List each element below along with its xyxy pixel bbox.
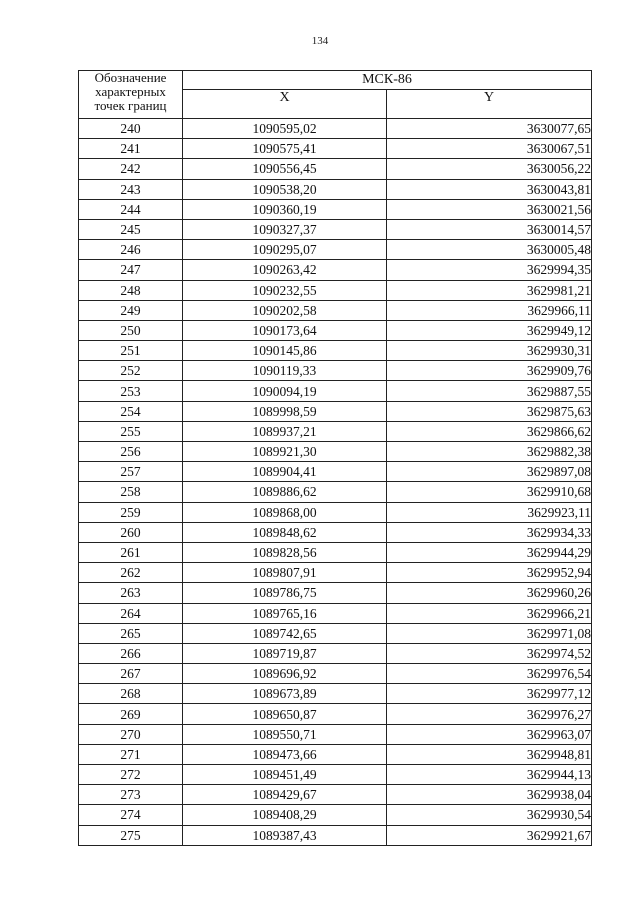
y-coordinate-cell: 3629921,67 <box>387 825 592 845</box>
table-row <box>79 603 592 623</box>
point-number-cell: 274 <box>79 805 183 825</box>
x-coordinate-cell: 1090263,42 <box>183 260 387 280</box>
table-header <box>79 71 592 119</box>
table-row <box>79 320 592 340</box>
y-coordinate-cell: 3629930,54 <box>387 805 592 825</box>
point-number-cell: 256 <box>79 442 183 462</box>
y-coordinate-cell: 3630056,22 <box>387 159 592 179</box>
x-coordinate-cell: 1089786,75 <box>183 583 387 603</box>
x-coordinate-cell: 1090327,37 <box>183 219 387 239</box>
y-coordinate-cell: 3630043,81 <box>387 179 592 199</box>
point-number-cell: 258 <box>79 482 183 502</box>
page-number: 134 <box>311 35 329 47</box>
x-coordinate-cell: 1089719,87 <box>183 643 387 663</box>
point-number-cell: 263 <box>79 583 183 603</box>
table-row <box>79 664 592 684</box>
y-coordinate-cell: 3629944,13 <box>387 765 592 785</box>
y-coordinate-cell: 3629994,35 <box>387 260 592 280</box>
x-coordinate-cell: 1089473,66 <box>183 744 387 764</box>
y-coordinate-cell: 3629963,07 <box>387 724 592 744</box>
y-coordinate-cell: 3629875,63 <box>387 401 592 421</box>
table-row <box>79 219 592 239</box>
table-row <box>79 684 592 704</box>
point-number-cell: 240 <box>79 119 183 139</box>
x-coordinate-cell: 1089451,49 <box>183 765 387 785</box>
x-coordinate-cell: 1090145,86 <box>183 341 387 361</box>
table-row <box>79 361 592 381</box>
x-coordinate-cell: 1089408,29 <box>183 805 387 825</box>
point-number-cell: 271 <box>79 744 183 764</box>
table-row <box>79 240 592 260</box>
y-coordinate-cell: 3630014,57 <box>387 219 592 239</box>
table-row <box>79 563 592 583</box>
y-coordinate-cell: 3629974,52 <box>387 643 592 663</box>
point-number-cell: 273 <box>79 785 183 805</box>
y-coordinate-cell: 3629910,68 <box>387 482 592 502</box>
point-number-cell: 266 <box>79 643 183 663</box>
y-coordinate-cell: 3629930,31 <box>387 341 592 361</box>
x-coordinate-cell: 1089429,67 <box>183 785 387 805</box>
y-coordinate-cell: 3629981,21 <box>387 280 592 300</box>
y-column-header: Y <box>387 90 592 119</box>
y-coordinate-cell: 3630077,65 <box>387 119 592 139</box>
point-number-cell: 245 <box>79 219 183 239</box>
y-coordinate-cell: 3629966,21 <box>387 603 592 623</box>
x-coordinate-cell: 1089696,92 <box>183 664 387 684</box>
point-number-cell: 259 <box>79 502 183 522</box>
x-coordinate-cell: 1089937,21 <box>183 421 387 441</box>
table-row <box>79 583 592 603</box>
y-coordinate-cell: 3629909,76 <box>387 361 592 381</box>
y-coordinate-cell: 3629966,11 <box>387 300 592 320</box>
point-number-cell: 250 <box>79 320 183 340</box>
point-label-header: Обозначение характерных точек границ <box>79 71 183 119</box>
x-coordinate-cell: 1089921,30 <box>183 442 387 462</box>
table-row <box>79 462 592 482</box>
x-coordinate-cell: 1089650,87 <box>183 704 387 724</box>
x-coordinate-cell: 1089673,89 <box>183 684 387 704</box>
y-coordinate-cell: 3629976,27 <box>387 704 592 724</box>
point-number-cell: 257 <box>79 462 183 482</box>
point-number-cell: 253 <box>79 381 183 401</box>
coordinate-system-header: МСК-86 <box>183 71 592 90</box>
x-coordinate-cell: 1089868,00 <box>183 502 387 522</box>
y-coordinate-cell: 3629952,94 <box>387 563 592 583</box>
y-coordinate-cell: 3630067,51 <box>387 139 592 159</box>
point-number-cell: 265 <box>79 623 183 643</box>
point-number-cell: 246 <box>79 240 183 260</box>
x-coordinate-cell: 1090094,19 <box>183 381 387 401</box>
x-coordinate-cell: 1090538,20 <box>183 179 387 199</box>
y-coordinate-cell: 3629960,26 <box>387 583 592 603</box>
point-number-cell: 244 <box>79 199 183 219</box>
x-coordinate-cell: 1090119,33 <box>183 361 387 381</box>
x-coordinate-cell: 1090556,45 <box>183 159 387 179</box>
x-coordinate-cell: 1090202,58 <box>183 300 387 320</box>
x-coordinate-cell: 1090295,07 <box>183 240 387 260</box>
table-body <box>79 119 592 846</box>
point-number-cell: 260 <box>79 522 183 542</box>
table-row <box>79 724 592 744</box>
point-number-cell: 264 <box>79 603 183 623</box>
point-number-cell: 272 <box>79 765 183 785</box>
table-row <box>79 300 592 320</box>
y-coordinate-cell: 3629923,11 <box>387 502 592 522</box>
point-number-cell: 268 <box>79 684 183 704</box>
y-coordinate-cell: 3629948,81 <box>387 744 592 764</box>
x-coordinate-cell: 1089848,62 <box>183 522 387 542</box>
point-number-cell: 262 <box>79 563 183 583</box>
x-coordinate-cell: 1089742,65 <box>183 623 387 643</box>
x-coordinate-cell: 1089550,71 <box>183 724 387 744</box>
x-coordinate-cell: 1089765,16 <box>183 603 387 623</box>
table-row <box>79 442 592 462</box>
point-number-cell: 249 <box>79 300 183 320</box>
table-row <box>79 401 592 421</box>
table-row <box>79 522 592 542</box>
point-number-cell: 255 <box>79 421 183 441</box>
y-coordinate-cell: 3630005,48 <box>387 240 592 260</box>
table-row <box>79 502 592 522</box>
point-number-cell: 254 <box>79 401 183 421</box>
x-coordinate-cell: 1090360,19 <box>183 199 387 219</box>
x-coordinate-cell: 1089828,56 <box>183 542 387 562</box>
table-row <box>79 744 592 764</box>
y-coordinate-cell: 3630021,56 <box>387 199 592 219</box>
point-number-cell: 267 <box>79 664 183 684</box>
y-coordinate-cell: 3629977,12 <box>387 684 592 704</box>
y-coordinate-cell: 3629938,04 <box>387 785 592 805</box>
point-number-cell: 248 <box>79 280 183 300</box>
table-row <box>79 280 592 300</box>
x-coordinate-cell: 1090575,41 <box>183 139 387 159</box>
table-row <box>79 179 592 199</box>
table-row <box>79 341 592 361</box>
point-number-cell: 242 <box>79 159 183 179</box>
x-column-header: X <box>183 90 387 119</box>
y-coordinate-cell: 3629882,38 <box>387 442 592 462</box>
x-coordinate-cell: 1089998,59 <box>183 401 387 421</box>
y-coordinate-cell: 3629971,08 <box>387 623 592 643</box>
point-number-cell: 261 <box>79 542 183 562</box>
y-coordinate-cell: 3629887,55 <box>387 381 592 401</box>
y-coordinate-cell: 3629866,62 <box>387 421 592 441</box>
table-row <box>79 119 592 139</box>
point-number-cell: 275 <box>79 825 183 845</box>
table-row <box>79 825 592 845</box>
x-coordinate-cell: 1089886,62 <box>183 482 387 502</box>
table-row <box>79 805 592 825</box>
point-number-cell: 269 <box>79 704 183 724</box>
point-number-cell: 247 <box>79 260 183 280</box>
x-coordinate-cell: 1089387,43 <box>183 825 387 845</box>
point-number-cell: 243 <box>79 179 183 199</box>
point-number-cell: 241 <box>79 139 183 159</box>
x-coordinate-cell: 1090173,64 <box>183 320 387 340</box>
table-row <box>79 139 592 159</box>
y-coordinate-cell: 3629934,33 <box>387 522 592 542</box>
x-coordinate-cell: 1090232,55 <box>183 280 387 300</box>
point-number-cell: 270 <box>79 724 183 744</box>
x-coordinate-cell: 1090595,02 <box>183 119 387 139</box>
table-row <box>79 542 592 562</box>
table-row <box>79 643 592 663</box>
table-row <box>79 421 592 441</box>
table-row <box>79 159 592 179</box>
point-number-cell: 252 <box>79 361 183 381</box>
table-row <box>79 199 592 219</box>
table-row <box>79 765 592 785</box>
point-number-cell: 251 <box>79 341 183 361</box>
x-coordinate-cell: 1089807,91 <box>183 563 387 583</box>
y-coordinate-cell: 3629976,54 <box>387 664 592 684</box>
table-row <box>79 260 592 280</box>
table-row <box>79 785 592 805</box>
table-row <box>79 704 592 724</box>
y-coordinate-cell: 3629897,08 <box>387 462 592 482</box>
y-coordinate-cell: 3629949,12 <box>387 320 592 340</box>
y-coordinate-cell: 3629944,29 <box>387 542 592 562</box>
coordinates-table <box>78 70 592 846</box>
table-row <box>79 623 592 643</box>
table-row <box>79 482 592 502</box>
x-coordinate-cell: 1089904,41 <box>183 462 387 482</box>
table-row <box>79 381 592 401</box>
